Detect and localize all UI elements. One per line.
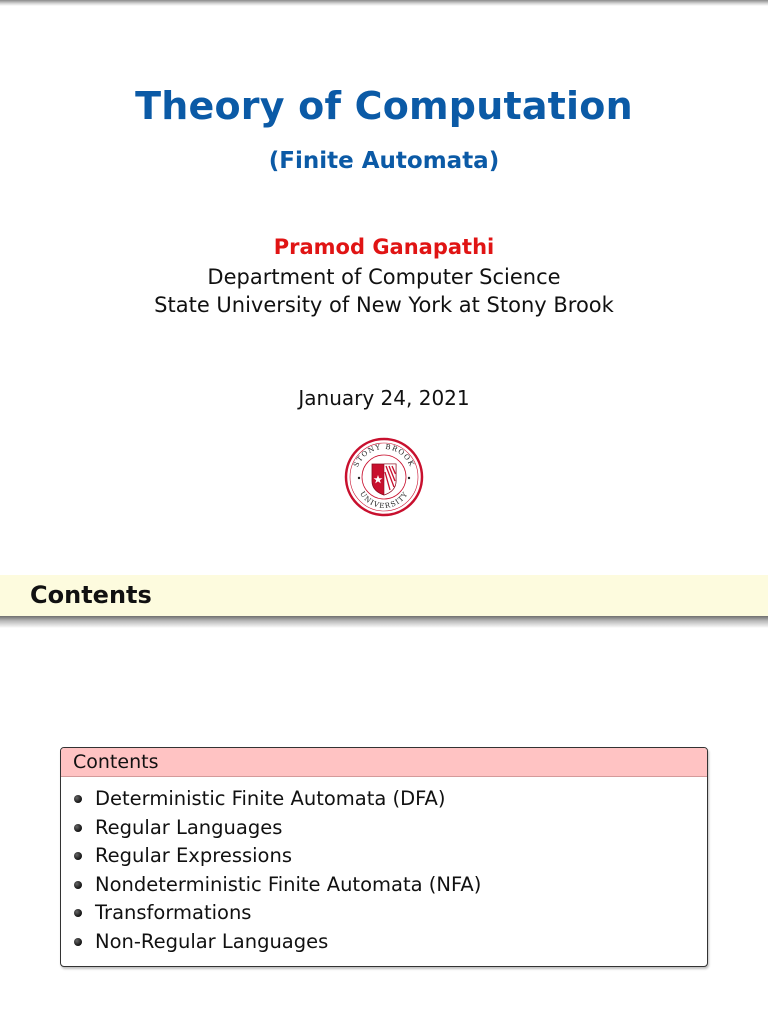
list-item <box>73 814 707 843</box>
list-item-label: Non-Regular Languages <box>95 929 329 953</box>
author-name: Pramod Ganapathi <box>273 235 495 259</box>
list-item <box>73 928 707 957</box>
university: State University of New York at Stony Brook <box>154 293 614 317</box>
department: Department of Computer Science <box>207 265 561 289</box>
list-item <box>73 842 707 871</box>
contents-block-title: Contents <box>61 748 707 777</box>
slide-divider <box>0 616 768 628</box>
bullet-icon <box>74 824 82 832</box>
svg-text:STONY BROOK: STONY BROOK <box>352 442 416 469</box>
contents-block <box>60 747 708 967</box>
list-item-label: Deterministic Finite Automata (DFA) <box>95 787 446 810</box>
list-item-label: Nondeterministic Finite Automata (NFA) <box>95 872 482 896</box>
contents-list <box>61 777 707 956</box>
list-item-label: Regular Languages <box>95 815 283 839</box>
list-item <box>73 871 707 900</box>
slide-title: Theory of Computation <box>135 84 633 128</box>
university-seal-logo <box>344 437 424 517</box>
bullet-icon <box>74 852 82 860</box>
bullet-icon <box>74 909 82 917</box>
list-item-label: Regular Expressions <box>95 844 292 867</box>
bullet-icon <box>74 795 82 803</box>
slide-subtitle: (Finite Automata) <box>268 148 500 174</box>
bullet-icon <box>74 881 82 889</box>
list-item <box>73 899 707 928</box>
frame-title: Contents <box>30 581 152 609</box>
top-shadow <box>0 0 768 6</box>
list-item <box>73 785 707 814</box>
bullet-icon <box>74 938 82 946</box>
list-item-label: Transformations <box>95 901 252 924</box>
svg-text:UNIVERSITY: UNIVERSITY <box>358 489 410 511</box>
presentation-date: January 24, 2021 <box>298 386 470 410</box>
